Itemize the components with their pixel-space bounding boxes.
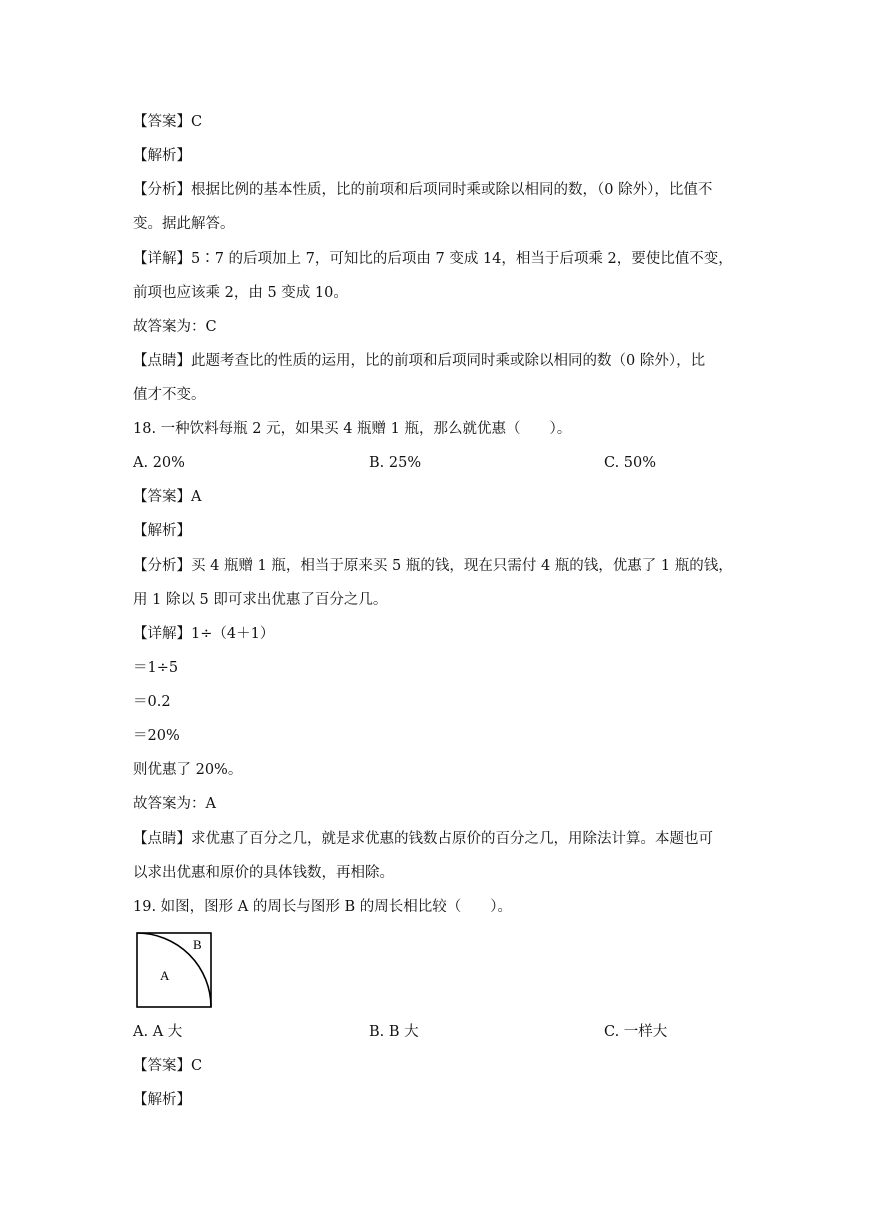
q18-result: 则优惠了 20%。 [133, 762, 243, 778]
q17-xiangjie-line-2: 前项也应该乘 2，由 5 变成 10。 [133, 285, 348, 301]
figure-label-a: A [160, 968, 170, 983]
q18-option-c: C. 50% [604, 455, 657, 471]
q19-option-b: B. B 大 [369, 1024, 419, 1040]
q19-analysis-heading: 【解析】 [133, 1092, 191, 1108]
q18-step-1: ＝1÷5 [133, 660, 179, 676]
q17-fenxi-line-2: 变。据此解答。 [133, 216, 235, 232]
q19-option-a: A. A 大 [133, 1024, 183, 1040]
q18-step-2: ＝0.2 [133, 694, 171, 710]
q17-answer: 【答案】C [133, 114, 203, 130]
q18-analysis-heading: 【解析】 [133, 523, 191, 539]
q17-xiangjie-line-1: 【详解】5∶7 的后项加上 7，可知比的后项由 7 变成 14，相当于后项乘 2，要使比值不变， [133, 251, 733, 267]
q18-conclusion: 故答案为：A [133, 796, 216, 812]
q18-step-3: ＝20% [133, 728, 180, 744]
figure-label-b: B [193, 937, 202, 952]
q18-answer: 【答案】A [133, 489, 202, 505]
q18-dianjing-line-1: 【点睛】求优惠了百分之几，就是求优惠的钱数占原价的百分之几，用除法计算。本题也可 [133, 831, 713, 847]
q17-dianjing-line-2: 值才不变。 [133, 387, 206, 403]
q18-fenxi-line-1: 【分析】买 4 瓶赠 1 瓶，相当于原来买 5 瓶的钱，现在只需付 4 瓶的钱，优惠了 1 瓶的钱， [133, 558, 733, 574]
q18-dianjing-line-2: 以求出优惠和原价的具体钱数，再相除。 [133, 865, 394, 881]
q17-dianjing-line-1: 【点睛】此题考查比的性质的运用，比的前项和后项同时乘或除以相同的数（0 除外），比 [133, 353, 706, 369]
q18-option-b: B. 25% [369, 455, 422, 471]
q17-fenxi-line-1: 【分析】根据比例的基本性质，比的前项和后项同时乘或除以相同的数，（0 除外），比值不 [133, 182, 713, 198]
q17-analysis-heading: 【解析】 [133, 148, 191, 164]
q17-conclusion: 故答案为：C [133, 319, 217, 335]
q19-figure [136, 932, 212, 1008]
q18-question: 18. 一种饮料每瓶 2 元，如果买 4 瓶赠 1 瓶，那么就优惠（ ）。 [133, 421, 572, 437]
q18-fenxi-line-2: 用 1 除以 5 即可求出优惠了百分之几。 [133, 592, 388, 608]
q18-option-a: A. 20% [133, 455, 185, 471]
q19-answer: 【答案】C [133, 1058, 203, 1074]
q18-xiangjie-line-1: 【详解】1÷（4＋1） [133, 626, 275, 642]
q19-option-c: C. 一样大 [604, 1024, 668, 1040]
q19-question: 19. 如图，图形 A 的周长与图形 B 的周长相比较（ ）。 [133, 899, 512, 915]
